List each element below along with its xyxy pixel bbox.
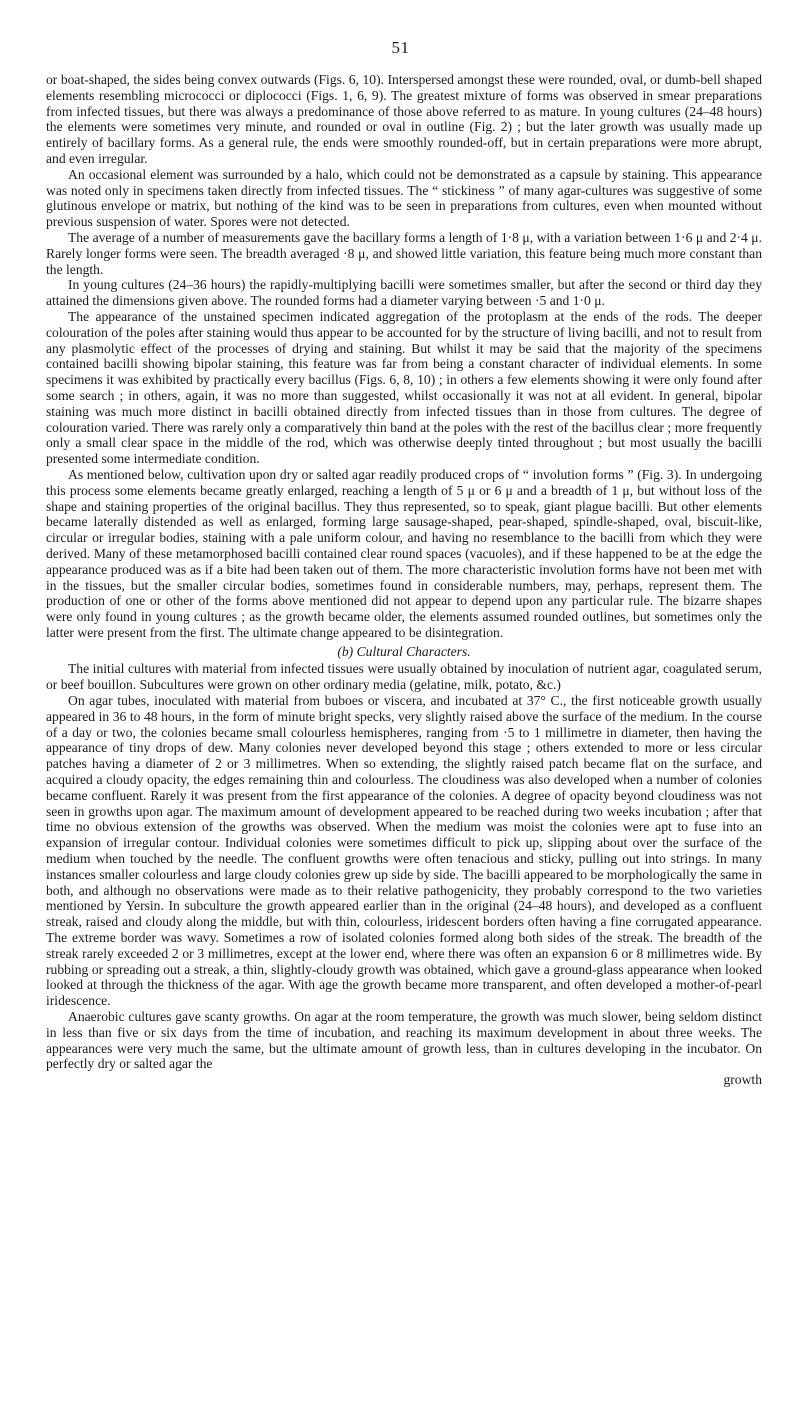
- page-number: 51: [391, 38, 410, 57]
- paragraph: The average of a number of measurements gave the bacillary forms a length of 1·8 μ, with a variation between 1·6 μ and 2·4 μ. Rarely longer forms were seen. The breadth averaged ·8 μ, and showed little variation, this feature being much more constant than the length.: [46, 229, 762, 277]
- catchword: growth: [723, 1072, 762, 1088]
- paragraph: In young cultures (24–36 hours) the rapidly-multiplying bacilli were sometimes smaller, but after the second or third day they attained the dimensions given above. The rounded forms had a diameter varying between ·5 and 1·0 μ.: [46, 277, 762, 309]
- paragraph: An occasional element was surrounded by a halo, which could not be demonstrated as a capsule by staining. This appearance was noted only in specimens taken directly from infected tissues. The “ stickiness ” of many agar-cultures was suggestive of some glutinous envelope or matrix, but nothing of the kind was to be seen in preparations from cultures, even when mounted without previous suspension of water. Spores were not detected.: [46, 166, 762, 230]
- paragraph: Anaerobic cultures gave scanty growths. On agar at the room temperature, the growth was much slower, being seldom distinct in less than five or six days from the time of incubation, and reaching its maximum development in about three weeks. The appearances were very much the same, but the ultimate amount of growth less, than in cultures developing in the incubator. On perfectly dry or salted agar the: [46, 1009, 762, 1072]
- paragraph: The initial cultures with material from infected tissues were usually obtained by inoculation of nutrient agar, coagulated serum, or beef bouillon. Subcultures were grown on other ordinary media (gelatine, milk, potato, &c.): [46, 661, 762, 693]
- body-text: [46, 72, 762, 1088]
- paragraph: The appearance of the unstained specimen indicated aggregation of the protoplasm at the ends of the rods. The deeper colouration of the poles after staining would thus appear to be accounted for by the structure of living bacilli, and not to result from any plasmolytic effect of the processes of drying and staining. But whilst it may be said that the majority of the specimens contained bacilli showing bipolar staining, this feature was far from being a constant character of individual elements. In some specimens it was exhibited by practically every bacillus (Figs. 6, 8, 10) ; in others a few elements showing it were only found after some search ; in others, again, it was no more than suggested, whilst occasionally it was not at all evident. In general, bipolar staining was much more distinct in bacilli obtained directly from infected tissues than in those from cultures. The degree of colouration varied. There was rarely only a comparatively thin band at the poles with the rest of the bacillus clear ; more frequently only a small clear space in the middle of the rod, which was otherwise deeply tinted throughout ; but most usually the bacilli presented some intermediate condition.: [46, 308, 762, 467]
- paragraph: or boat-shaped, the sides being convex outwards (Figs. 6, 10). Interspersed amongst these were rounded, oval, or dumb-bell shaped elements resembling micrococci or diplococci (Figs. 1, 6, 9). The greatest mixture of forms was observed in smear preparations from infected tissues, but there was always a predominance of those above referred to as mature. In young cultures (24–48 hours) the elements were sometimes very minute, and rounded or oval in outline (Fig. 2) ; but the later growth was usually made up entirely of bacillary forms. As a general rule, the ends were smoothly rounded-off, but in certain preparations were more abrupt, and even irregular.: [46, 72, 762, 166]
- paragraph: On agar tubes, inoculated with material from buboes or viscera, and incubated at 37° C., the first noticeable growth usually appeared in 36 to 48 hours, in the form of minute bright specks, very slightly raised above the surface of the medium. In the course of a day or two, the colonies became small colourless hemispheres, ranging from ·5 to 1 millimetre in diameter, then having the appearance of tiny drops of dew. Many colonies never developed beyond this stage ; others extended to more or less circular patches having a diameter of 2 or 3 millimetres. When so extending, the slightly raised patch became flat on the surface, and acquired a cloudy opacity, the edges remaining thin and colourless. The cloudiness was also developed when a number of colonies became confluent. Rarely it was present from the first appearance of the colonies. A degree of opacity beyond cloudiness was not seen in growths upon agar. The maximum amount of development appeared to be reached during two weeks incubation ; after that time no obvious extension of the growths was observed. When the medium was moist the colonies were apt to fuse into an expansion of irregular contour. Individual colonies were sometimes difficult to pick up, slipping about over the surface of the medium when touched by the needle. The confluent growths were often tenacious and sticky, pulling out into strings. In many instances smaller colourless and large cloudy colonies grew up side by side. The bacilli appeared to be morphologically the same in both, and although no observations were made as to their relative pathogenicity, they probably correspond to the two varieties mentioned by Yersin. In subculture the growth appeared earlier than in the original (24–48 hours), and developed as a confluent streak, raised and cloudy along the middle, but with thin, colourless, iridescent borders often having a fine corrugated appearance. The extreme border was wavy. Sometimes a row of isolated colonies formed along both sides of the streak. The breadth of the streak rarely exceeded 2 or 3 millimetres, except at the lower end, where there was often an expansion 6 or 8 millimetres wide. By rubbing or spreading out a streak, a thin, slightly-cloudy growth was obtained, which gave a ground-glass appearance when looked looked at through the thickness of the agar. With age the growth became more transparent, and often developed a mother-of-pearl iridescence.: [46, 693, 762, 1009]
- paragraph: As mentioned below, cultivation upon dry or salted agar readily produced crops of “ involution forms ” (Fig. 3). In undergoing this process some elements became greatly enlarged, reaching a length of 5 μ or 6 μ and a breadth of 1 μ, but without loss of the shape and staining properties of the original bacillus. They thus represented, so to speak, giant plague bacilli. But other elements became laterally distended as well as enlarged, forming large sausage-shaped, pear-shaped, spindle-shaped, oval, biscuit-like, circular or irregular bodies, staining with a pale uniform colour, and having no resemblance to the bacilli from which they were derived. Many of these metamorphosed bacilli contained clear round spaces (vacuoles), and if these happened to be at the edge the appearance produced was as if a bite had been taken out of them. The more characteristic involution forms have not been met with in the tissues, but the smaller circular bodies, sometimes found in considerable numbers, may, perhaps, represent them. The production of one or other of the forms above mentioned did not appear to depend upon any particular rule. The bizarre shapes were only found in young cultures ; as the growth became older, the elements assumed rounded outlines, but sometimes only the latter were present from the first. The ultimate change appeared to be disintegration.: [46, 466, 762, 640]
- section-heading: (b) Cultural Characters.: [337, 643, 471, 659]
